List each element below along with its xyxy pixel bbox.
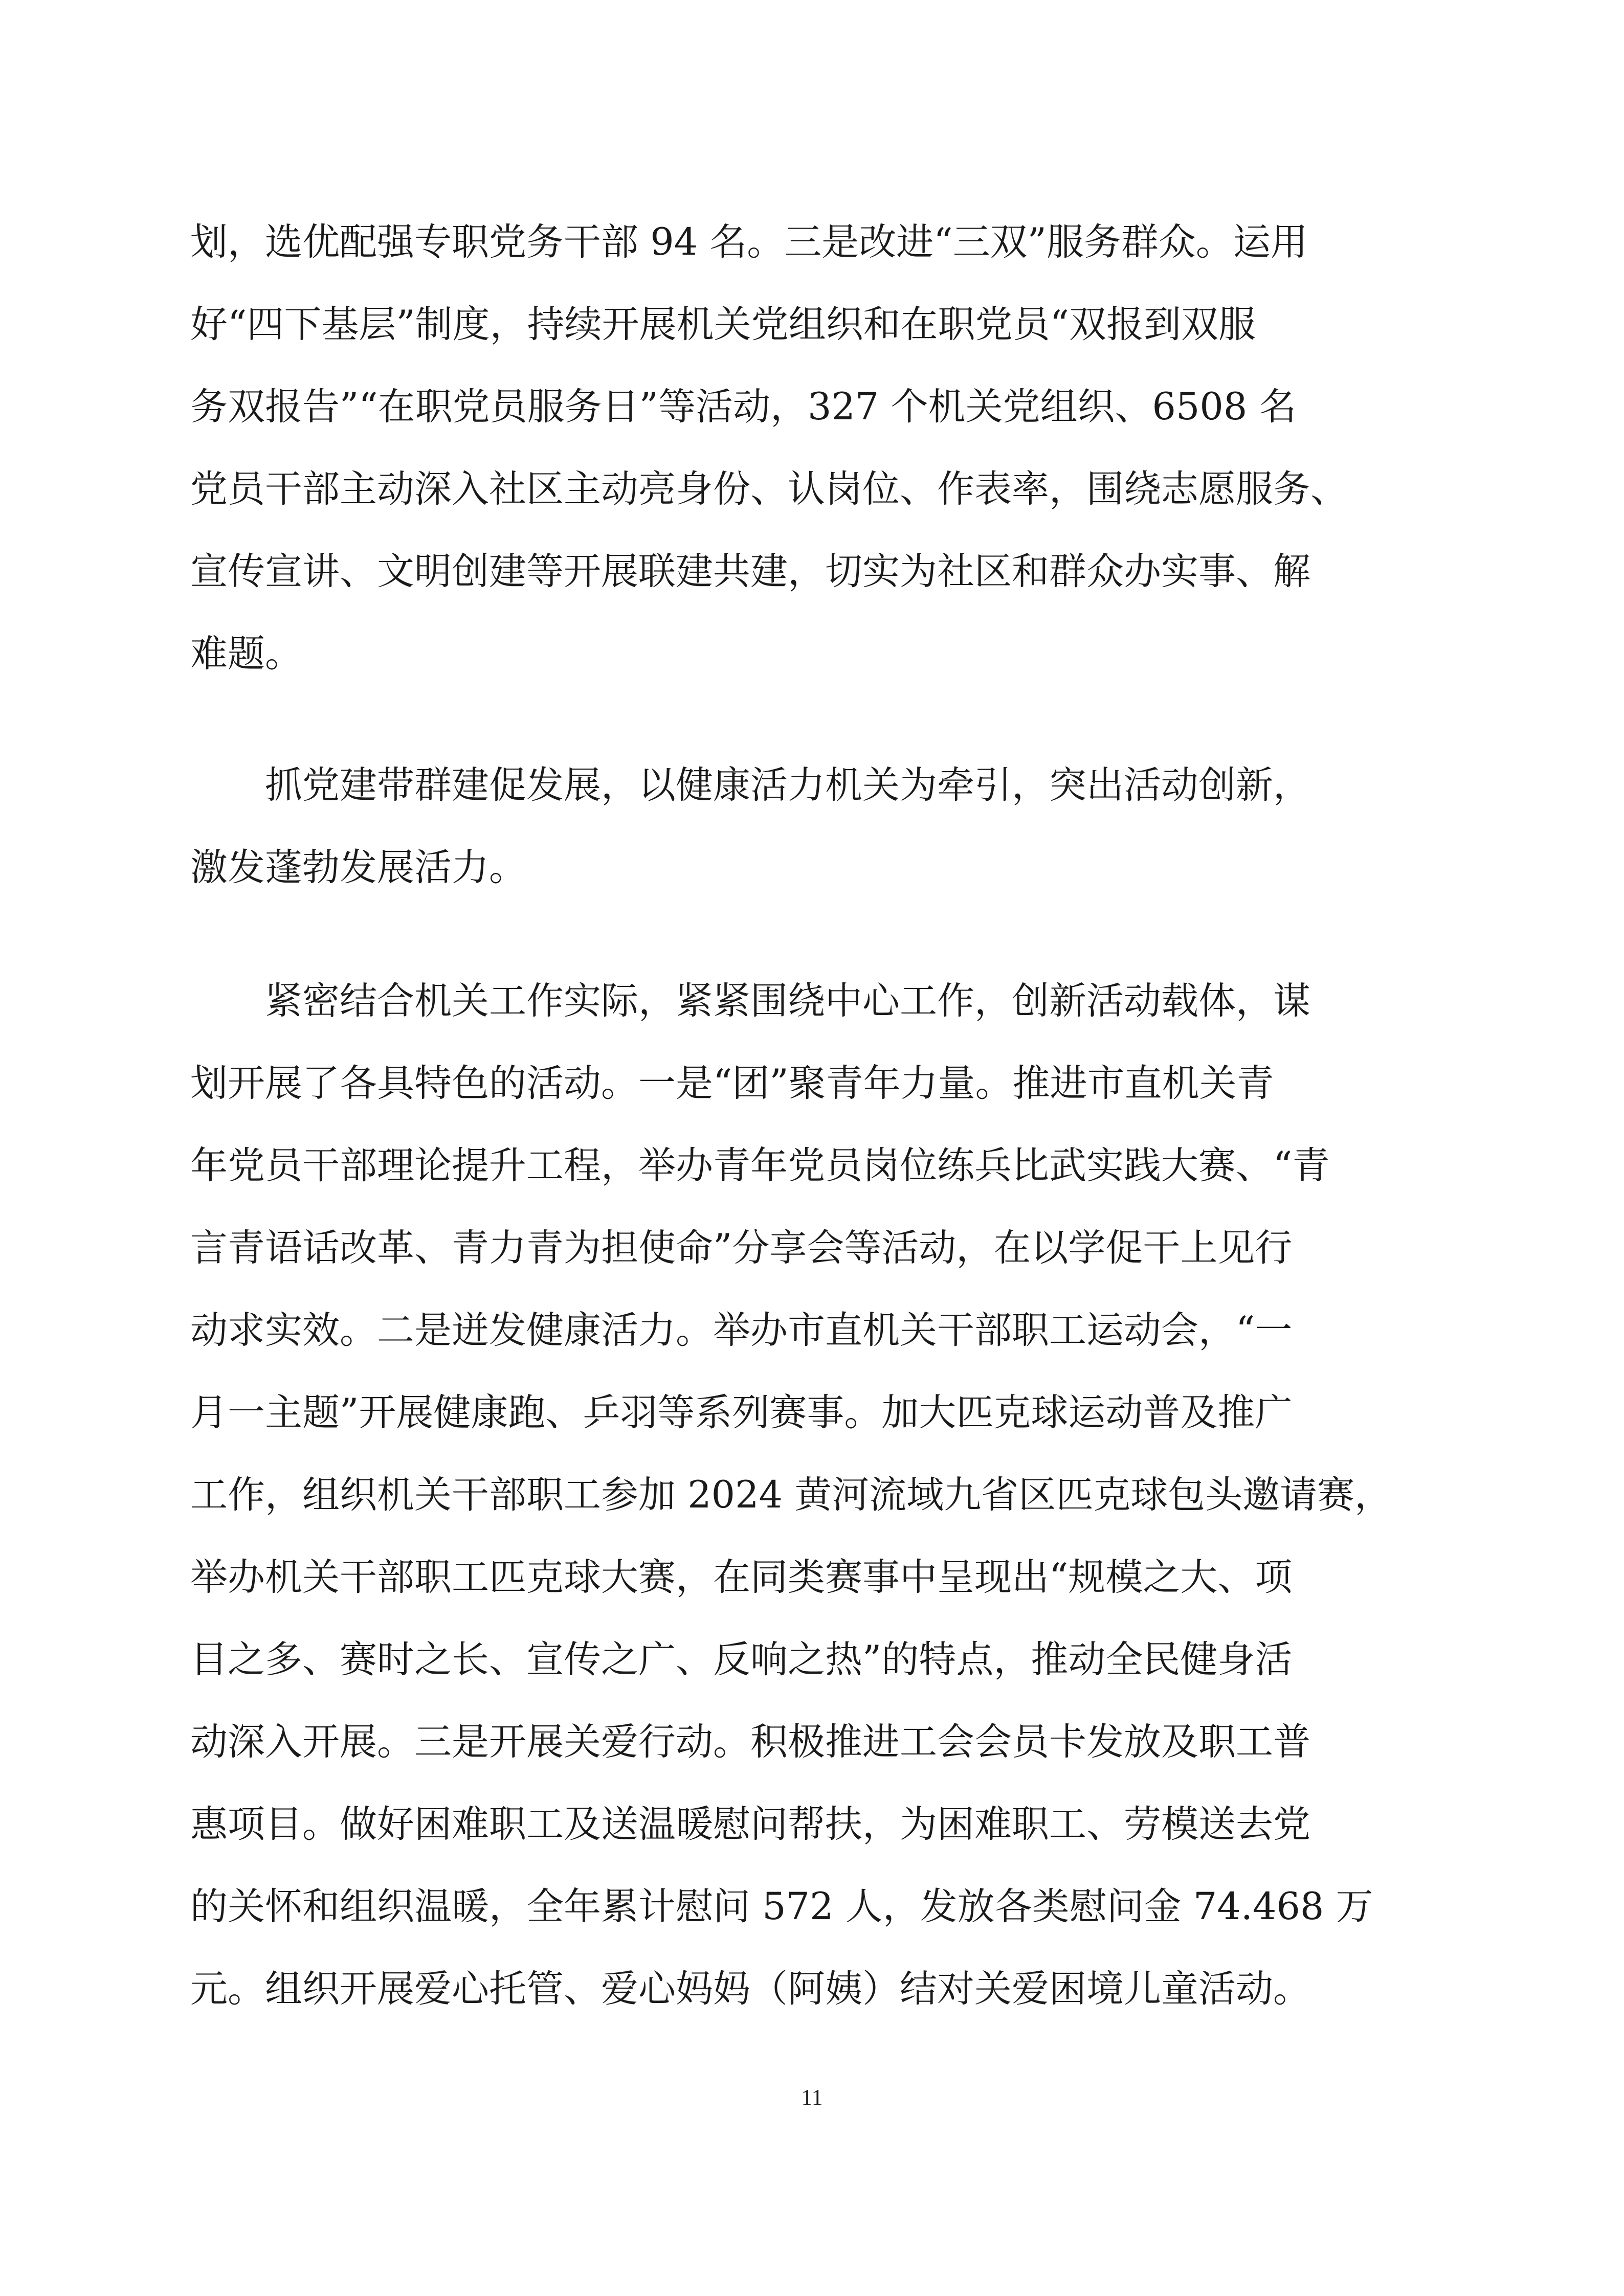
paragraph-line: 务双报告”“在职党员服务日”等活动，327 个机关党组织、6508 名: [190, 385, 1297, 429]
paragraph-3: [190, 960, 1469, 2030]
paragraph-line: 划开展了各具特色的活动。一是“团”聚青年力量。推进市直机关青: [190, 1062, 1274, 1105]
paragraph-line: 动深入开展。三是开展关爱行动。积极推进工会会员卡发放及职工普: [190, 1720, 1310, 1764]
paragraph-line: 元。组织开展爱心托管、爱心妈妈（阿姨）结对关爱困境儿童活动。: [190, 1967, 1310, 2011]
paragraph-line: 动求实效。二是迸发健康活力。举办市直机关干部职工运动会，“一: [190, 1309, 1293, 1352]
paragraph-line: 的关怀和组织温暖，全年累计慰问 572 人，发放各类慰问金 74.468 万: [190, 1885, 1373, 1928]
paragraph-line: 党员干部主动深入社区主动亮身份、认岗位、作表率，围绕志愿服务、: [190, 467, 1348, 511]
paragraph-line: 好“四下基层”制度，持续开展机关党组织和在职党员“双报到双服: [190, 303, 1256, 346]
paragraph-line: 激发蓬勃发展活力。: [190, 846, 526, 889]
paragraph-line: 工作，组织机关干部职工参加 2024 黄河流域九省区匹克球包头邀请赛，: [190, 1473, 1392, 1517]
paragraph-line: 难题。: [190, 632, 302, 676]
paragraph-line: 抓党建带群建促发展，以健康活力机关为牵引，突出活动创新，: [190, 763, 1310, 807]
page-number: 11: [801, 2085, 823, 2110]
paragraph-line: 年党员干部理论提升工程，举办青年党员岗位练兵比武实践大赛、“青: [190, 1144, 1330, 1187]
paragraph-line: 目之多、赛时之长、宣传之广、反响之热”的特点，推动全民健身活: [190, 1638, 1293, 1681]
paragraph-line: 划，选优配强专职党务干部 94 名。三是改进“三双”服务群众。运用: [190, 220, 1308, 264]
paragraph-line: 宣传宣讲、文明创建等开展联建共建，切实为社区和群众办实事、解: [190, 550, 1310, 593]
paragraph-1: [190, 201, 1469, 695]
paragraph-line: 惠项目。做好困难职工及送温暖慰问帮扶，为困难职工、劳模送去党: [190, 1803, 1310, 1846]
paragraph-line: 言青语话改革、青力青为担使命”分享会等活动，在以学促干上见行: [190, 1226, 1293, 1270]
paragraph-line: 举办机关干部职工匹克球大赛，在同类赛事中呈现出“规模之大、项: [190, 1556, 1293, 1599]
paragraph-line: 月一主题”开展健康跑、乒羽等系列赛事。加大匹克球运动普及推广: [190, 1391, 1293, 1434]
paragraph-line: 紧密结合机关工作实际，紧紧围绕中心工作，创新活动载体，谋: [190, 979, 1310, 1023]
paragraph-2: [190, 744, 1469, 909]
